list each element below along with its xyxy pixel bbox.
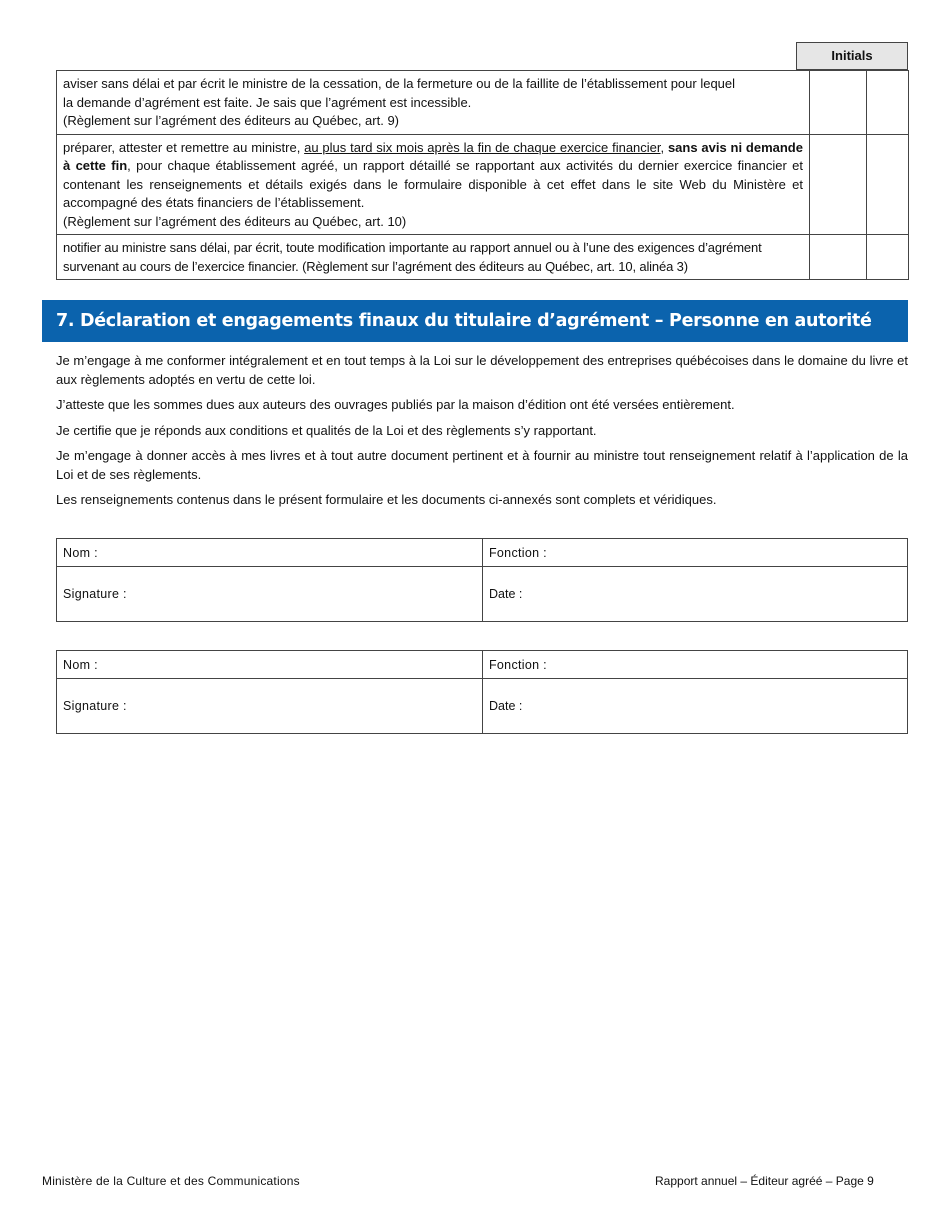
- name-label: Nom :: [63, 545, 98, 560]
- obligation-row: [57, 235, 909, 280]
- function-field[interactable]: [483, 651, 908, 679]
- initials-column-header: Initials: [796, 42, 908, 70]
- function-label: Fonction :: [489, 657, 547, 672]
- name-label: Nom :: [63, 657, 98, 672]
- date-field[interactable]: [483, 567, 908, 622]
- footer-page-info: Rapport annuel – Éditeur agréé – Page 9: [655, 1174, 874, 1188]
- obligation-line: la demande d’agrément est faite. Je sais que l’agrément est incessible.: [63, 94, 472, 110]
- declaration-paragraph: J’atteste que les sommes dues aux auteurs des ouvrages publiés par la maison d’édition ont été versées entièrement.: [56, 397, 735, 412]
- function-label: Fonction :: [489, 545, 547, 560]
- name-field[interactable]: [57, 539, 483, 567]
- signature-form-1: [56, 538, 908, 622]
- date-field[interactable]: [483, 679, 908, 734]
- declaration-paragraph: Je m’engage à me conformer intégralement et en tout temps à la Loi sur le développement des entreprises québécoises dans le domaine du livre et aux règlements adoptés en vertu de cette loi.: [56, 353, 908, 387]
- obligation-reference: (Règlement sur l’agrément des éditeurs au Québec, art. 10): [63, 213, 407, 229]
- declaration-paragraph: Les renseignements contenus dans le présent formulaire et les documents ci-annexés sont complets et véridiques.: [56, 492, 717, 507]
- obligations-table: [56, 70, 909, 280]
- obligation-row: [57, 134, 909, 235]
- date-label: Date :: [489, 587, 523, 601]
- initials-box[interactable]: [810, 134, 867, 235]
- footer-ministry: Ministère de la Culture et des Communications: [42, 1174, 300, 1188]
- initials-box[interactable]: [810, 235, 867, 280]
- obligation-text: [57, 71, 810, 135]
- initials-box[interactable]: [810, 71, 867, 135]
- declaration-paragraph: Je certifie que je réponds aux conditions et qualités de la Loi et des règlements s’y rapportant.: [56, 422, 597, 438]
- declarations-block: [56, 352, 908, 517]
- signature-field[interactable]: [57, 679, 483, 734]
- obligation-text-part: ,: [660, 139, 668, 155]
- obligation-line: aviser sans délai et par écrit le ministre de la cessation, de la fermeture ou de la faillite de l’établissement pour lequel: [63, 76, 736, 91]
- obligation-bold-text: sans avis ni demande à cette fin: [63, 139, 803, 173]
- obligation-deadline-underlined: au plus tard six mois après la fin de chaque exercice financier: [304, 139, 661, 155]
- initials-box[interactable]: [867, 235, 909, 280]
- obligation-text: [57, 134, 810, 235]
- obligation-text: notifier au ministre sans délai, par écrit, toute modification importante au rapport annuel ou à l’une des exigences d’agrément survenant au cours de l’exercice financier. (Règlement sur l’agrément des éditeurs au Québec, art. 10, alinéa 3): [57, 235, 810, 280]
- section-title: 7. Déclaration et engagements finaux du titulaire d’agrément – Personne en autorité: [42, 300, 908, 342]
- signature-form-2: [56, 650, 908, 734]
- initials-box[interactable]: [867, 71, 909, 135]
- signature-label: Signature :: [63, 699, 127, 713]
- name-field[interactable]: [57, 651, 483, 679]
- obligation-row: [57, 71, 909, 135]
- obligation-reference: (Règlement sur l’agrément des éditeurs au Québec, art. 9): [63, 113, 400, 128]
- signature-field[interactable]: [57, 567, 483, 622]
- signature-label: Signature :: [63, 587, 127, 601]
- obligation-text-part: , pour chaque établissement agréé, un rapport détaillé se rapportant aux activités du dernier exercice financier et contenant les renseignements et détails exigés dans le formulaire disponible à cet effet dans le site Web du Ministère et accompagné des états financiers de l’établissement.: [63, 158, 803, 210]
- initials-box[interactable]: [867, 134, 909, 235]
- obligation-text-part: préparer, attester et remettre au ministre,: [63, 139, 305, 155]
- date-label: Date :: [489, 699, 523, 713]
- declaration-paragraph: Je m’engage à donner accès à mes livres et à tout autre document pertinent et à fournir au ministre tout renseignement relatif à l’application de la Loi et de ses règlements.: [56, 448, 908, 482]
- function-field[interactable]: [483, 539, 908, 567]
